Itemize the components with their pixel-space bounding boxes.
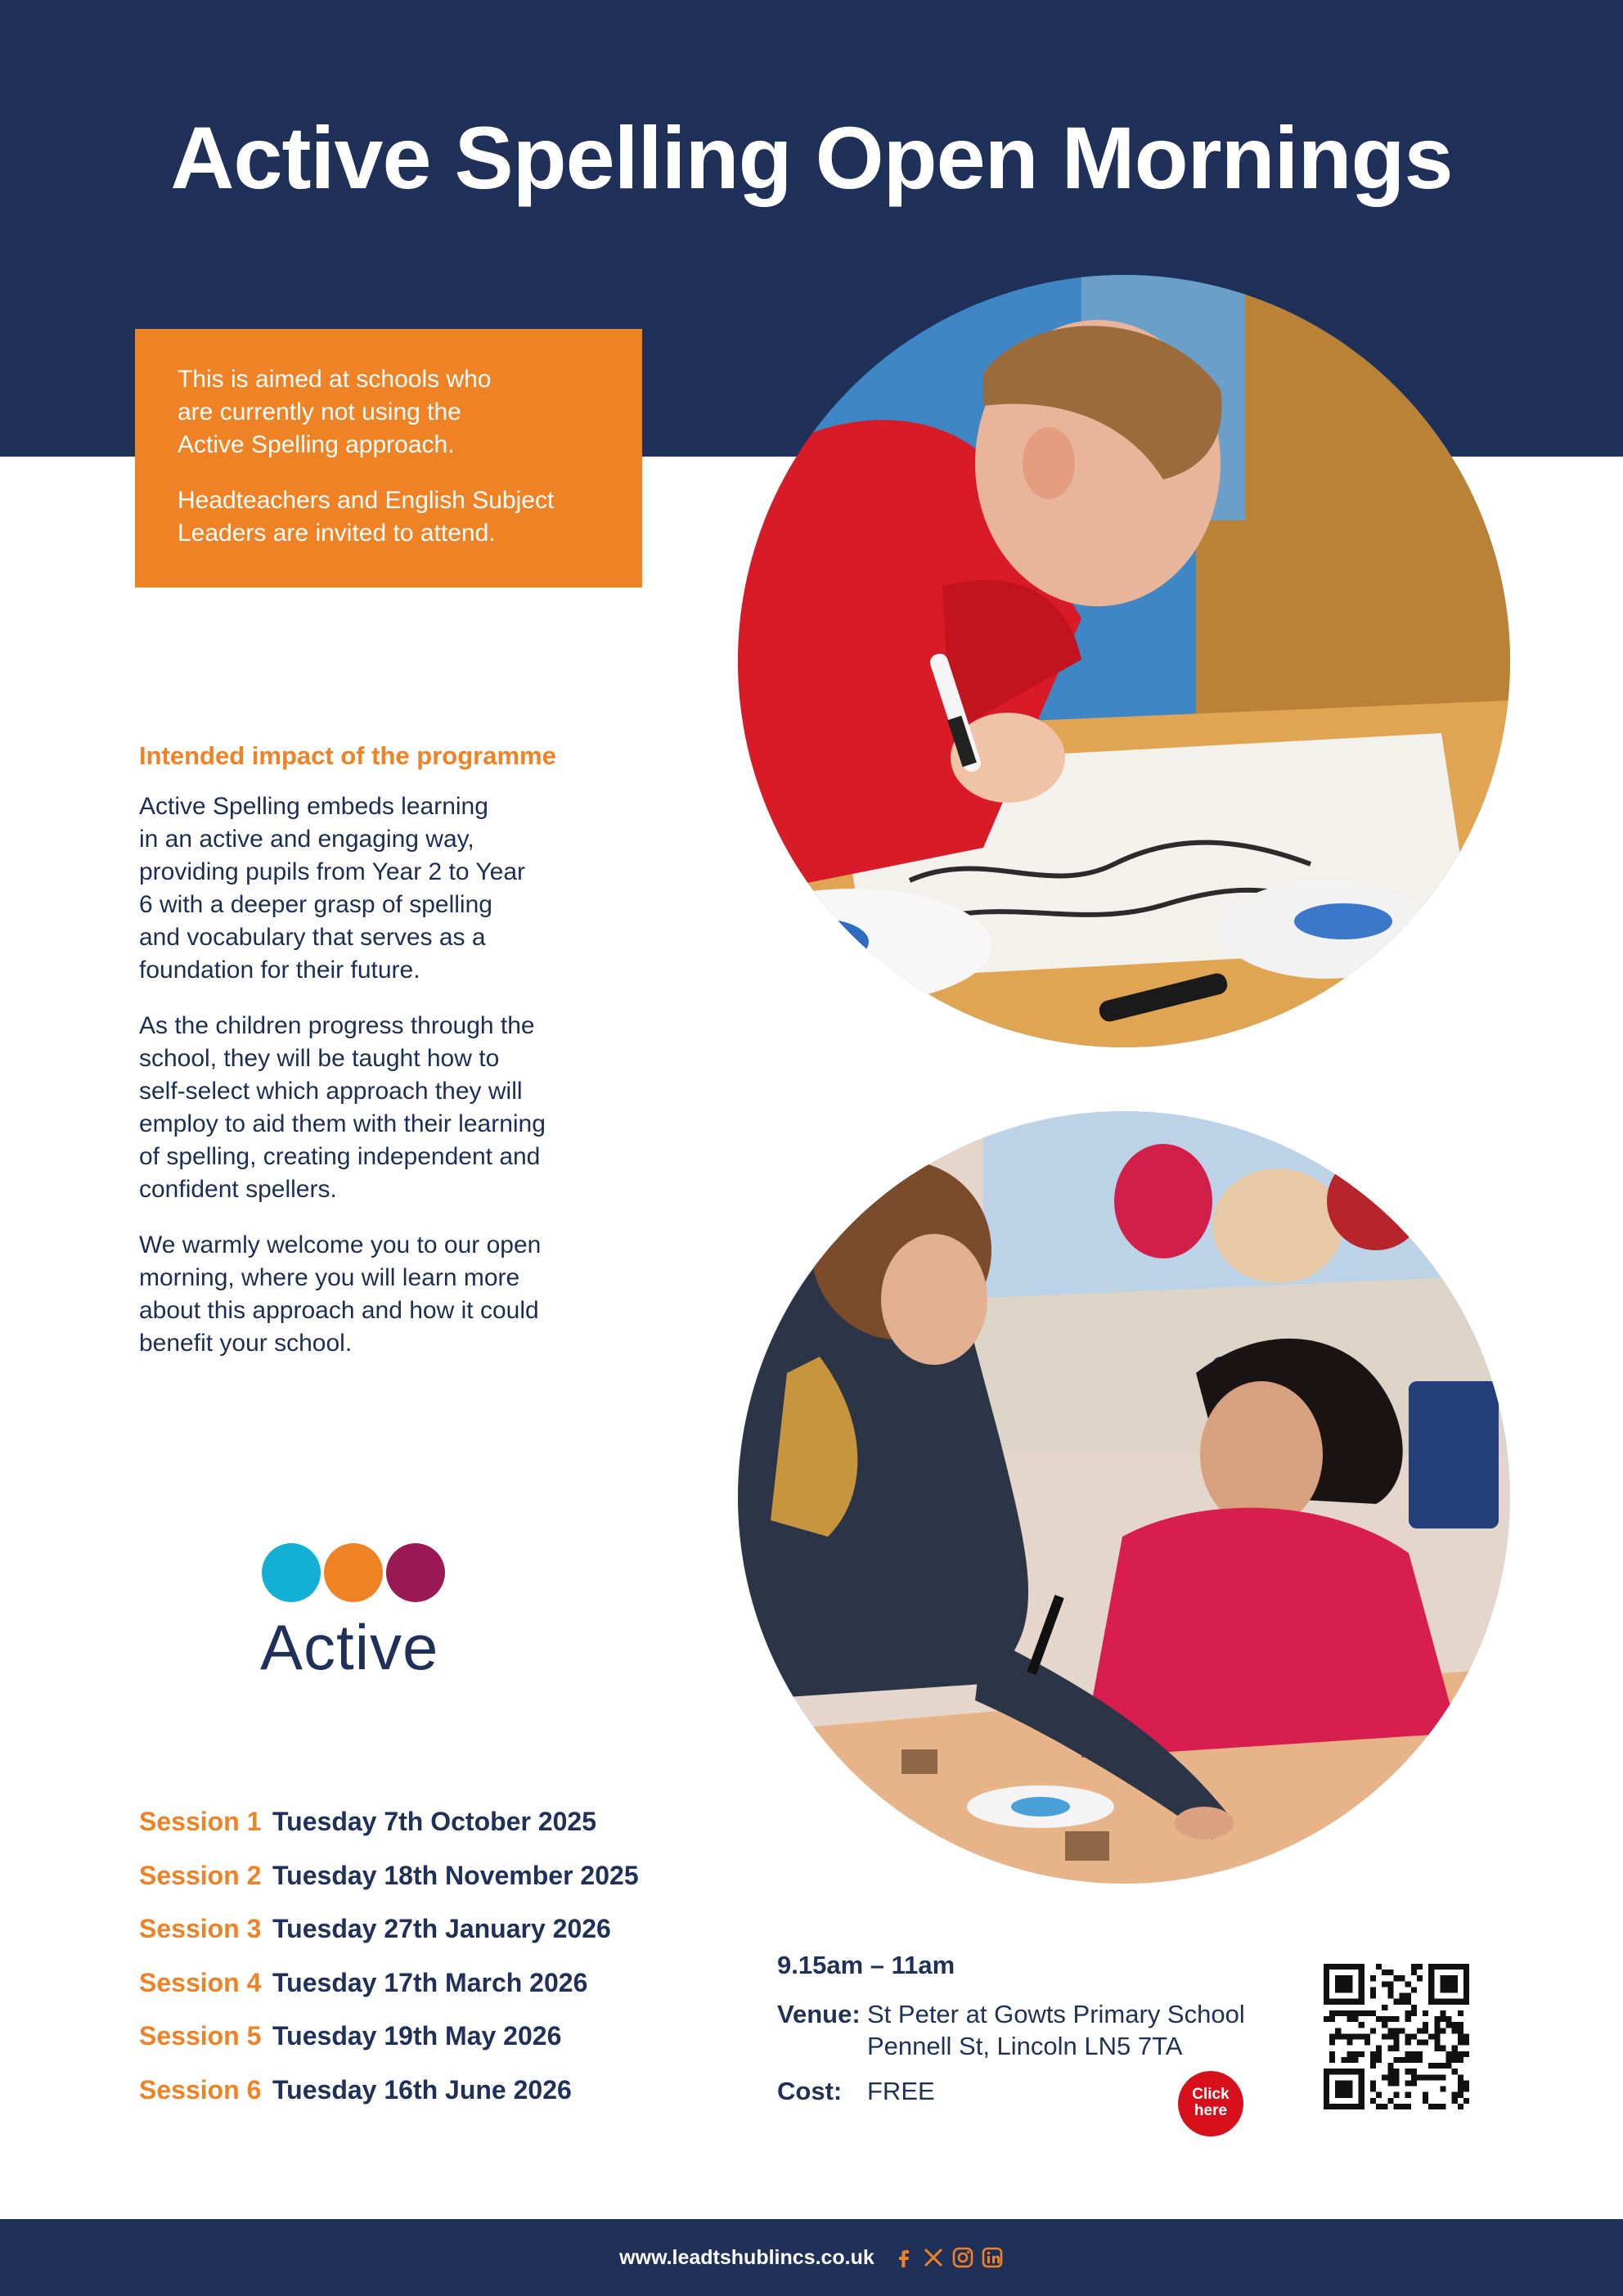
qr-module	[1458, 2074, 1463, 2080]
qr-module	[1329, 2051, 1335, 2057]
qr-module	[1458, 2087, 1463, 2092]
qr-module	[1376, 2092, 1382, 2098]
qr-module	[1400, 2028, 1405, 2033]
qr-module	[1353, 2033, 1359, 2039]
qr-module	[1423, 2074, 1428, 2080]
qr-module	[1458, 2010, 1463, 2016]
qr-module	[1417, 1975, 1423, 1981]
qr-module	[1405, 1993, 1411, 1999]
website-link[interactable]: www.leadtshublincs.co.uk	[619, 2245, 874, 2269]
qr-code-graphic	[1324, 1964, 1469, 2109]
qr-module	[1405, 1999, 1411, 2005]
qr-module	[1370, 2010, 1376, 2016]
qr-module	[1434, 2022, 1440, 2028]
qr-module	[1335, 2080, 1352, 2097]
qr-module	[1463, 2098, 1469, 2104]
qr-module	[1393, 1999, 1399, 2005]
qr-module	[1370, 2098, 1376, 2104]
qr-module	[1411, 1987, 1417, 1992]
qr-module	[1434, 2033, 1440, 2039]
qr-module	[1446, 2022, 1452, 2028]
audience-paragraph: This is aimed at schools who are currently not using the Active Spelling approach.	[178, 366, 492, 458]
qr-module	[1335, 1975, 1352, 1992]
qr-module	[1370, 2051, 1376, 2057]
qr-module	[1347, 2010, 1352, 2016]
qr-module	[1353, 2051, 1359, 2057]
cost-label: Cost:	[777, 2077, 843, 2105]
qr-module	[1364, 2033, 1370, 2039]
qr-module	[1400, 2057, 1405, 2063]
qr-module	[1376, 2104, 1382, 2109]
qr-module	[1400, 2104, 1405, 2109]
cost-value: FREE	[867, 2077, 935, 2105]
qr-module	[1428, 2104, 1434, 2109]
qr-module	[1458, 2051, 1463, 2057]
qr-module	[1393, 2016, 1399, 2022]
qr-module	[1324, 2016, 1329, 2022]
qr-module	[1434, 2046, 1440, 2051]
session-date: Tuesday 17th March 2026	[272, 1967, 588, 1997]
qr-module	[1423, 2098, 1428, 2104]
qr-module	[1452, 2028, 1458, 2033]
qr-module	[1382, 2033, 1387, 2039]
venue-label: Venue:	[777, 2000, 861, 2028]
qr-module	[1364, 2010, 1370, 2016]
qr-module	[1387, 2069, 1393, 2074]
qr-module	[1387, 2028, 1393, 2033]
qr-module	[1382, 1970, 1387, 1975]
impact-section	[139, 741, 597, 1383]
qr-module	[1370, 2080, 1376, 2086]
qr-module	[1329, 2016, 1335, 2022]
qr-module	[1458, 2057, 1463, 2063]
qr-module	[1458, 2104, 1463, 2109]
logo-dot-purple	[386, 1543, 445, 1602]
qr-module	[1452, 2092, 1458, 2098]
qr-module	[1405, 2080, 1411, 2086]
qr-module	[1347, 2016, 1352, 2022]
qr-module	[1347, 2040, 1352, 2046]
qr-module	[1387, 2016, 1393, 2022]
qr-module	[1440, 2074, 1445, 2080]
qr-module	[1347, 2057, 1352, 2063]
footer-content	[0, 2219, 1623, 2296]
qr-module	[1400, 1975, 1405, 1981]
session-label: Session 3	[139, 1914, 262, 1943]
qr-module	[1382, 2074, 1387, 2080]
qr-module	[1411, 2051, 1417, 2057]
qr-module	[1417, 2051, 1423, 2057]
qr-module	[1393, 2046, 1399, 2051]
qr-module	[1452, 2022, 1458, 2028]
qr-module	[1452, 2098, 1458, 2104]
qr-module	[1387, 1970, 1393, 1975]
qr-module	[1387, 2080, 1393, 2086]
qr-module	[1400, 1999, 1405, 2005]
photo-boy-writing-illustration	[738, 275, 1510, 1047]
session-date: Tuesday 7th October 2025	[272, 1807, 596, 1836]
session-label: Session 4	[139, 1967, 262, 1997]
qr-module	[1452, 2051, 1458, 2057]
session-date: Tuesday 19th May 2026	[272, 2021, 562, 2051]
qr-module	[1440, 2010, 1445, 2016]
qr-module	[1341, 2010, 1347, 2016]
qr-module	[1458, 2040, 1463, 2046]
venue-address: St Peter at Gowts Primary School Pennell St, Lincoln LN5 7TA	[867, 2000, 1245, 2060]
qr-module	[1440, 2016, 1445, 2022]
qr-module	[1428, 2074, 1434, 2080]
qr-module	[1446, 2051, 1452, 2057]
qr-module	[1400, 1993, 1405, 1999]
qr-module	[1411, 2080, 1417, 2086]
x-icon[interactable]	[922, 2246, 945, 2269]
qr-module	[1329, 2010, 1335, 2016]
qr-module	[1417, 2074, 1423, 2080]
session-item	[139, 1807, 712, 1861]
logo-dot-orange	[324, 1543, 383, 1602]
session-label: Session 1	[139, 1807, 262, 1836]
qr-module	[1382, 2005, 1387, 2010]
qr-module	[1405, 2051, 1411, 2057]
qr-module	[1353, 2016, 1359, 2022]
qr-module	[1359, 2051, 1364, 2057]
qr-module	[1434, 2040, 1440, 2046]
qr-module	[1411, 2033, 1417, 2039]
qr-module	[1434, 2074, 1440, 2080]
qr-module	[1428, 2063, 1434, 2069]
qr-module	[1446, 2057, 1452, 2063]
qr-code[interactable]	[1324, 1964, 1469, 2109]
qr-module	[1440, 2046, 1445, 2051]
qr-module	[1341, 2033, 1347, 2039]
qr-module	[1387, 2063, 1393, 2069]
session-label: Session 2	[139, 1860, 262, 1890]
qr-module	[1393, 2092, 1399, 2098]
qr-module	[1405, 2092, 1411, 2098]
instagram-icon[interactable]	[951, 2246, 974, 2269]
qr-module	[1463, 2051, 1469, 2057]
invitation-paragraph: Headteachers and English Subject Leaders are invited to attend.	[178, 487, 555, 547]
qr-module	[1393, 2033, 1399, 2039]
qr-module	[1370, 1987, 1376, 1992]
footer-band	[0, 2219, 1623, 2296]
page-title: Active Spelling Open Mornings	[170, 108, 1453, 207]
qr-module	[1393, 1975, 1399, 1981]
qr-module	[1458, 2080, 1463, 2086]
session-item	[139, 1914, 712, 1968]
qr-module	[1423, 2092, 1428, 2098]
qr-module	[1434, 2016, 1440, 2022]
qr-module	[1452, 2069, 1458, 2074]
social-links	[892, 2246, 1004, 2269]
qr-module	[1423, 2022, 1428, 2028]
qr-module	[1458, 2022, 1463, 2028]
qr-module	[1382, 2104, 1387, 2109]
qr-module	[1405, 2057, 1411, 2063]
qr-module	[1405, 1981, 1411, 1987]
qr-module	[1405, 2104, 1411, 2109]
qr-module	[1347, 2033, 1352, 2039]
session-date: Tuesday 16th June 2026	[272, 2074, 572, 2105]
qr-module	[1411, 2069, 1417, 2074]
qr-module	[1341, 2057, 1347, 2063]
impact-heading: Intended impact of the programme	[139, 741, 556, 770]
venue-row	[777, 1998, 1301, 2062]
audience-callout	[135, 329, 642, 588]
qr-module	[1387, 1981, 1393, 1987]
qr-module	[1417, 1964, 1423, 1970]
qr-module	[1382, 2016, 1387, 2022]
qr-module	[1411, 2010, 1417, 2016]
impact-paragraph-3: We warmly welcome you to our open morning, where you will learn more about this approach and how it could benefit your school.	[139, 1231, 542, 1357]
impact-paragraph-1: Active Spelling embeds learning in an active and engaging way, providing pupils from Year 2 to Year 6 with a deeper grasp of spelling and vocabulary that serves as a foundation for their future.	[139, 793, 525, 984]
qr-module	[1329, 2033, 1335, 2039]
qr-module	[1428, 2033, 1434, 2039]
qr-module	[1393, 2069, 1399, 2074]
qr-module	[1370, 1975, 1376, 1981]
qr-module	[1463, 2040, 1469, 2046]
qr-module	[1353, 2057, 1359, 2063]
qr-module	[1376, 2057, 1382, 2063]
qr-module	[1370, 2057, 1376, 2063]
qr-module	[1434, 2028, 1440, 2033]
qr-module	[1440, 1975, 1457, 1992]
qr-module	[1393, 2028, 1399, 2033]
qr-module	[1370, 2028, 1376, 2033]
active-logo	[260, 1543, 456, 1682]
qr-module	[1387, 1993, 1393, 1999]
qr-module	[1329, 2040, 1335, 2046]
session-item	[139, 2075, 712, 2129]
qr-module	[1393, 2040, 1399, 2046]
qr-module	[1417, 2040, 1423, 2046]
qr-module	[1458, 2033, 1463, 2039]
qr-module	[1405, 2016, 1411, 2022]
qr-module	[1452, 2057, 1458, 2063]
qr-module	[1387, 2046, 1393, 2051]
qr-module	[1335, 2028, 1341, 2033]
qr-module	[1440, 2104, 1445, 2109]
qr-module	[1359, 2010, 1364, 2016]
impact-paragraph-2: As the children progress through the school, they will be taught how to self-select which approach they will employ to aid them with their learning of spelling, creating independent and confident spellers.	[139, 1012, 546, 1203]
qr-module	[1423, 2040, 1428, 2046]
qr-module	[1440, 2028, 1445, 2033]
qr-module	[1393, 2104, 1399, 2109]
qr-module	[1387, 2098, 1393, 2104]
qr-module	[1359, 2033, 1364, 2039]
photo-classroom-illustration	[738, 1111, 1510, 1884]
qr-module	[1440, 2063, 1445, 2069]
qr-module	[1335, 2033, 1341, 2039]
qr-module	[1405, 2040, 1411, 2046]
qr-module	[1382, 2022, 1387, 2028]
session-label: Session 5	[139, 2021, 262, 2051]
logo-dot-cyan	[262, 1543, 321, 1602]
qr-module	[1393, 2074, 1399, 2080]
qr-module	[1411, 2005, 1417, 2010]
qr-module	[1417, 2028, 1423, 2033]
qr-module	[1463, 2033, 1469, 2039]
session-label: Session 6	[139, 2074, 262, 2105]
session-date: Tuesday 27th January 2026	[272, 1914, 611, 1943]
qr-module	[1359, 2022, 1364, 2028]
qr-module	[1393, 2057, 1399, 2063]
qr-module	[1446, 2016, 1452, 2022]
session-item	[139, 1968, 712, 2022]
qr-module	[1335, 2010, 1341, 2016]
qr-module	[1458, 2092, 1463, 2098]
qr-module	[1411, 1964, 1417, 1970]
qr-module	[1353, 2010, 1359, 2016]
qr-module	[1423, 2028, 1428, 2033]
qr-module	[1452, 2046, 1458, 2051]
qr-module	[1376, 2046, 1382, 2051]
qr-module	[1405, 2010, 1411, 2016]
qr-module	[1387, 1987, 1393, 1992]
linkedin-icon[interactable]	[981, 2246, 1004, 2269]
logo-wordmark: Active	[260, 1611, 439, 1683]
qr-module	[1463, 2080, 1469, 2086]
session-item	[139, 2021, 712, 2075]
click-here-button[interactable]: Click here	[1178, 2071, 1243, 2136]
qr-module	[1329, 2057, 1335, 2063]
qr-module	[1434, 2104, 1440, 2109]
photo-teacher-helping-pupil	[738, 1111, 1510, 1884]
qr-module	[1387, 2074, 1393, 2080]
qr-module	[1376, 2016, 1382, 2022]
qr-module	[1370, 2063, 1376, 2069]
qr-module	[1411, 1970, 1417, 1975]
qr-module	[1405, 2069, 1411, 2074]
session-list	[139, 1807, 712, 2128]
qr-module	[1463, 2087, 1469, 2092]
qr-module	[1440, 2087, 1445, 2092]
qr-module	[1405, 2033, 1411, 2039]
qr-module	[1423, 2010, 1428, 2016]
qr-module	[1434, 2063, 1440, 2069]
event-time: 9.15am – 11am	[777, 1951, 955, 1979]
qr-module	[1446, 2063, 1452, 2069]
qr-module	[1382, 1981, 1387, 1987]
qr-module	[1364, 2040, 1370, 2046]
qr-module	[1387, 2033, 1393, 2039]
session-date: Tuesday 18th November 2025	[272, 1860, 639, 1890]
qr-module	[1376, 1964, 1382, 1970]
facebook-icon[interactable]	[892, 2246, 915, 2269]
session-item	[139, 1861, 712, 1915]
qr-module	[1376, 2051, 1382, 2057]
qr-module	[1370, 1993, 1376, 1999]
photo-boy-writing	[738, 275, 1510, 1047]
qr-module	[1411, 2057, 1417, 2063]
qr-module	[1347, 2051, 1352, 2057]
qr-module	[1411, 2074, 1417, 2080]
qr-module	[1417, 2057, 1423, 2063]
qr-module	[1370, 2087, 1376, 2092]
qr-module	[1393, 2080, 1399, 2086]
qr-module	[1458, 2028, 1463, 2033]
